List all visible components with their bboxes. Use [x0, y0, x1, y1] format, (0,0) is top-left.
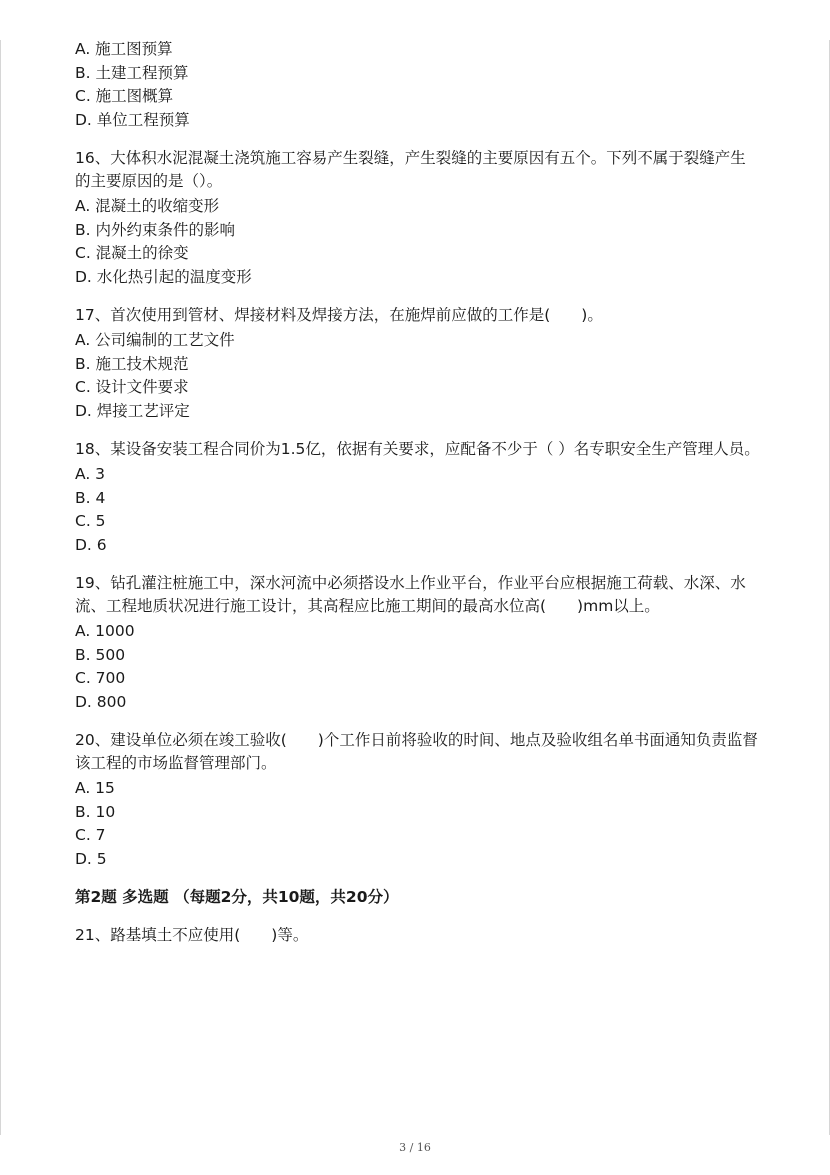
question-text: 16、大体积水泥混凝土浇筑施工容易产生裂缝，产生裂缝的主要原因有五个。下列不属于裂缝产生的主要原因的是（）。 [75, 149, 746, 190]
option-b: B. 土建工程预算 [75, 63, 189, 82]
question-text: 18、某设备安装工程合同价为1.5亿，依据有关要求，应配备不少于（ ）名专职安全生产管理人员。 [75, 440, 760, 458]
option-c: C. 混凝土的徐变 [75, 244, 189, 262]
option-a: A. 施工图预算 [75, 40, 173, 58]
question-19 [75, 572, 760, 714]
option-d: D. 800 [75, 692, 127, 711]
option-a: A. 15 [75, 779, 115, 797]
option-b: B. 施工技术规范 [75, 354, 189, 373]
question-text: 20、建设单位必须在竣工验收( )个工作日前将验收的时间、地点及验收组名单书面通知负责监督该工程的市场监督管理部门。 [75, 731, 758, 772]
option-c: C. 700 [75, 669, 126, 687]
question-21: 21、路基填土不应使用( )等。 [75, 926, 309, 944]
page-content [75, 38, 760, 949]
option-a: A. 3 [75, 465, 106, 483]
page-number: 3 / 16 [399, 1141, 431, 1154]
question-20 [75, 729, 760, 871]
option-d: D. 水化热引起的温度变形 [75, 267, 252, 286]
section-heading: 第2题 多选题 （每题2分，共10题，共20分） [75, 888, 399, 906]
option-c: C. 施工图概算 [75, 87, 174, 105]
option-c: C. 7 [75, 826, 106, 844]
option-d: D. 焊接工艺评定 [75, 401, 190, 420]
option-d: D. 6 [75, 535, 107, 554]
question-16 [75, 147, 760, 289]
question-text: 17、首次使用到管材、焊接材料及焊接方法，在施焊前应做的工作是( )。 [75, 306, 603, 324]
prev-question-options [75, 38, 760, 132]
option-d: D. 5 [75, 849, 107, 868]
question-17 [75, 304, 760, 423]
option-b: B. 500 [75, 645, 126, 664]
option-a: A. 混凝土的收缩变形 [75, 197, 220, 215]
option-c: C. 设计文件要求 [75, 378, 189, 396]
option-a: A. 1000 [75, 622, 135, 640]
option-b: B. 内外约束条件的影响 [75, 220, 235, 239]
option-a: A. 公司编制的工艺文件 [75, 331, 235, 349]
question-18 [75, 438, 760, 557]
option-c: C. 5 [75, 512, 106, 530]
question-text: 19、钻孔灌注桩施工中，深水河流中必须搭设水上作业平台，作业平台应根据施工荷载、水深、水流、工程地质状况进行施工设计，其高程应比施工期间的最高水位高( )mm以上。 [75, 574, 746, 615]
option-d: D. 单位工程预算 [75, 110, 190, 129]
option-b: B. 10 [75, 802, 116, 821]
page-left-border [0, 40, 1, 1135]
option-b: B. 4 [75, 488, 106, 507]
